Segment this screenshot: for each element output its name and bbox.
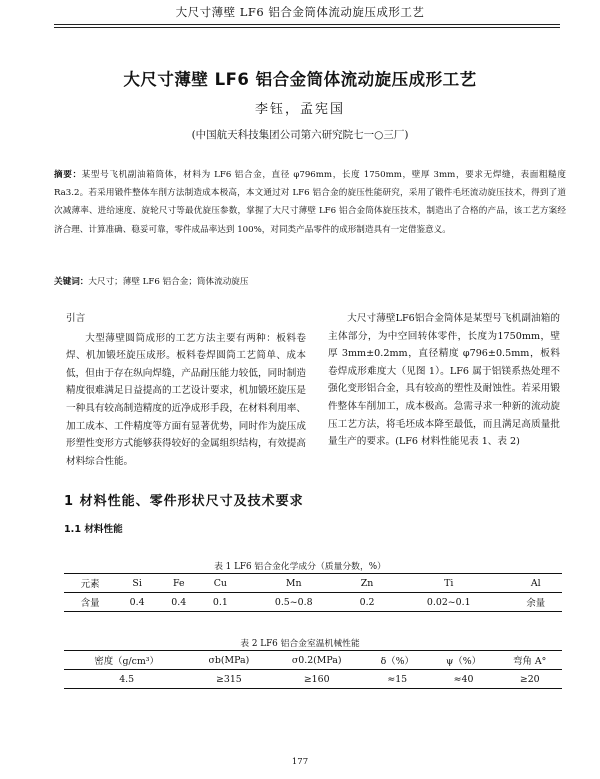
abstract-label: 摘要： (54, 170, 82, 180)
table-1-cell: 0.02~0.1 (388, 593, 510, 612)
page-number: 177 (291, 757, 309, 767)
table-1-header-cell: Mn (241, 574, 346, 593)
table-1-cell: 0.5~0.8 (241, 593, 346, 612)
table-1-cell: 0.2 (346, 593, 388, 612)
table-2-cell: ≥20 (498, 670, 562, 689)
table-1-header-cell: Al (510, 574, 562, 593)
table-1-chemical-composition (64, 573, 562, 612)
table-1-header-cell: Si (116, 574, 158, 593)
table-1-header-cell: Fe (158, 574, 200, 593)
table-1-cell: 余量 (510, 593, 562, 612)
abstract (54, 166, 566, 239)
table-1-cell: 0.1 (200, 593, 242, 612)
paper-title: 大尺寸薄壁 LF6 铝合金筒体流动旋压成形工艺 (123, 70, 477, 89)
table-1-cell: 含量 (64, 593, 116, 612)
keywords-text: 大尺寸；薄壁 LF6 铝合金；筒体流动旋压 (88, 277, 249, 287)
table-1-cell: 0.4 (116, 593, 158, 612)
keywords (54, 275, 566, 287)
table-2-cell: ≥160 (268, 670, 364, 689)
intro-paragraph-2: 大尺寸薄壁LF6铝合金筒体是某型号飞机副油箱的主体部分，为中空回转体零件，长度为1750mm，壁厚 3mm±0.2mm，直径精度 φ796±0.5mm，板料卷焊成形难度大（见图 1）。LF6 属于铝镁系热处理不强化变形铝合金，具有较高的塑性及耐蚀性。若采用锻件整体车削加工，成本极高。急需寻求一种新的流动旋压工艺方法，将毛坯成本降至最低，而且满足高质量批量生产的要求。(LF6 材料性能见表 1、表 2) (328, 313, 560, 448)
paper-authors: 李钰，孟宪国 (254, 102, 345, 117)
table-1-caption: 表 1 LF6 铝合金化学成分（质量分数，%） (214, 562, 386, 572)
section-1-1-heading: 1.1 材料性能 (64, 524, 123, 535)
table-1-data-row (64, 593, 562, 612)
table-2-cell: 4.5 (64, 670, 189, 689)
table-2-header-cell: 弯角 A° (498, 651, 562, 670)
table-2-mechanical-properties (64, 650, 562, 689)
table-2-cell: ≥315 (189, 670, 268, 689)
intro-heading: 引言 (66, 313, 86, 324)
right-column (328, 310, 560, 451)
table-2-cell: ≈15 (365, 670, 430, 689)
running-head: 大尺寸薄壁 LF6 铝合金筒体流动旋压成形工艺 (175, 5, 425, 19)
table-2-header-row (64, 651, 562, 670)
table-1-header-cell: Ti (388, 574, 510, 593)
abstract-text: 某型号飞机副油箱筒体，材料为 LF6 铝合金，直径 φ796mm，长度 1750mm，壁厚 3mm，要求无焊缝，表面粗糙度 Ra3.2。若采用锻件整体车削方法制造成本极高，本文通过对 LF6 铝合金的旋压性能研究，采用了锻件毛坯流动旋压技术，得到了道次减薄率、进给速度、旋轮尺寸等最优旋压参数，掌握了大尺寸薄壁 LF6 铝合金筒体旋压技术，制造出了合格的产品，该工艺方案经济合理、计算准确、稳妥可靠，零件成品率达到 100%，对同类产品零件的成形制造具有一定借鉴意义。 (54, 170, 566, 235)
table-2-header-cell: σ0.2(MPa) (268, 651, 364, 670)
section-1-heading: 1 材料性能、零件形状尺寸及技术要求 (64, 494, 304, 509)
table-1-header-cell: Zn (346, 574, 388, 593)
table-2-header-cell: δ（%） (365, 651, 430, 670)
table-2-header-cell: σb(MPa) (189, 651, 268, 670)
table-2-caption: 表 2 LF6 铝合金室温机械性能 (240, 639, 360, 649)
table-1-header-cell: 元素 (64, 574, 116, 593)
table-2-header-cell: ψ（%） (430, 651, 498, 670)
table-2-data-row (64, 670, 562, 689)
table-1-header-row (64, 574, 562, 593)
header-rule-second (54, 27, 560, 28)
table-1-cell: 0.4 (158, 593, 200, 612)
table-2-cell: ≈40 (430, 670, 498, 689)
author-affiliation: (中国航天科技集团公司第六研究院七一○三厂) (191, 129, 409, 141)
header-rule (54, 24, 560, 25)
intro-paragraph-1: 大型薄壁圆筒成形的工艺方法主要有两种：板料卷焊、机加锻坯旋压成形。板料卷焊圆筒工艺简单、成本低，但由于存在纵向焊缝，产品耐压能力较低，同时制造精度很难满足日益提高的工艺设计要求，机加锻坯旋压是一种具有较高制造精度的近净成形手段，在材料利用率、加工成本、工件精度等方面有显著优势，同时作为旋压成形塑性变形方式能够获得较好的金属组织结构，有效提高材料综合性能。 (66, 332, 306, 467)
table-2-header-cell: 密度（g/cm³） (64, 651, 189, 670)
left-column (66, 310, 306, 470)
table-1-header-cell: Cu (200, 574, 242, 593)
keywords-label: 关键词： (54, 277, 89, 287)
